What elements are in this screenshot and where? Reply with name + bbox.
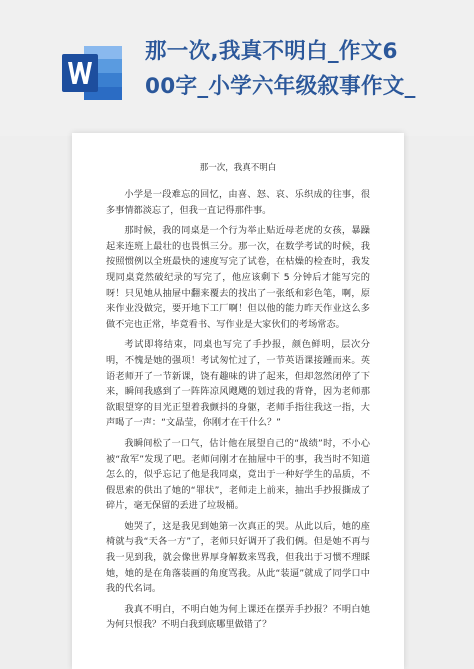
document-page: [72, 133, 404, 669]
document-header: [0, 0, 474, 136]
paragraph-3: 考试即将结束，同桌也写完了手抄报，颜色鲜明，层次分明，不愧是她的强项！考试匆忙过了，一节英语课接踵而来。英语老师开了一节新课，饶有趣味的讲了起来，但却忽然闭停了下来，瞬间我感到了一阵阵凉风飕飕的划过我的背脊，因为老师那欲眼望穿的目光正望着我颤抖的身躯，老师手指往我这一指，大声喝了一声：“文晶莹，你刚才在干什么？”: [106, 339, 370, 429]
paragraph-4: 我瞬间松了一口气，估计他在展望自己的“战绩”时，不小心被“敌军”发现了吧。老师问刚才在抽屉中干的事，我当时不知道怎么的，似乎忘记了他是我同桌，竟出于一种好学生的品质，不假思索的供出了她的“罪状”，老师走上前来，抽出手抄报撕成了碎片，毫无保留的丢进了垃圾桶。: [106, 437, 370, 512]
paragraph-6: 我真不明白，不明白她为何上课还在摆弄手抄报？不明白她为何只恨我？不明白我到底哪里做错了？: [106, 603, 370, 631]
paragraph-2: 那时候，我的同桌是一个行为举止贴近母老虎的女孩，暴躁起来连班上最壮的也畏惧三分。那一次，在数学考试的时候，我按照惯例以全班最快的速度写完了试卷，在枯燥的检查时，我发现同桌竟然破纪录的写完了，他应该剩下 5 分钟后才能写完的呀！只见她从抽屉中翻来覆去的找出了一张纸和彩色笔，啊，原来作业没做完，要开地下工厂啊！但以他的能力昨天作业这么多做不完也正常，毕竟看书、写作业是大家伙们的考场常态。: [106, 225, 370, 330]
title-line-2: 00字_小学六年级叙事作文_: [145, 74, 416, 99]
word-icon: [60, 40, 126, 106]
title-line-1: 那一次,我真不明白_作文6: [145, 39, 398, 64]
paragraph-1: 小学是一段难忘的回忆，由喜、怒、哀、乐织成的往事，很多事情都淡忘了，但我一直记得那件事。: [106, 189, 370, 216]
essay-title: 那一次，我真不明白: [199, 163, 277, 173]
paragraph-5: 她哭了，这是我见到她第一次真正的哭。从此以后，她的座椅就与我“天各一方”了，老师只好调开了我们俩。但是她不再与我一见到我，就会像世界厚身解数来骂我，但我出于习惯不理睬她，她的是在角落装画的角度骂我。从此“装逼”就成了同学口中我的代名词。: [106, 520, 370, 595]
document-title-banner: [145, 34, 467, 104]
